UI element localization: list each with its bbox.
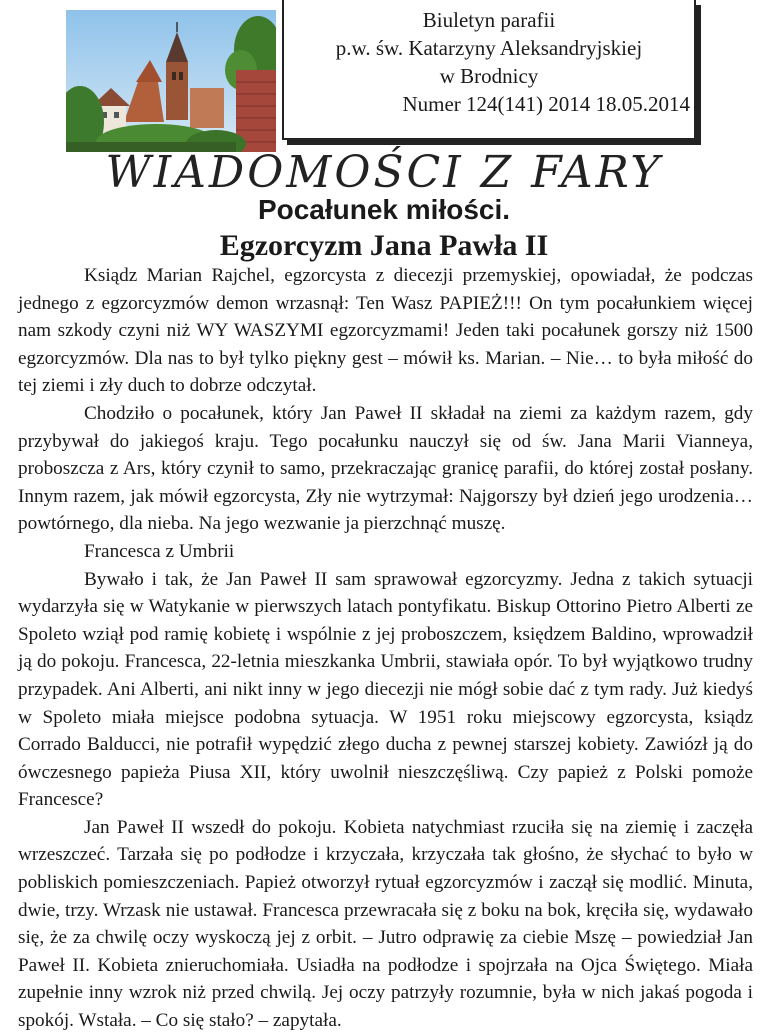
masthead-title: WIADOMOŚCI Z FARY (105, 147, 663, 198)
article-paragraph: Jan Paweł II wszedł do pokoju. Kobieta natychmiast rzuciła się na ziemię i zaczęła wrzeszczeć. Tarzała się po podłodze i krzyczała, krzyczała tak głośno, że słychać to było w pobliskich pomieszczeniach. Papież otworzył rytuał egzorcyzmów i zaczął się modlić. Minuta, dwie, trzy. Wrzask nie ustawał. Francesca przewracała się z boku na bok, kręciła się, wydawało się, że za chwilę oczy wyskoczą jej z orbit. – Jutro odprawię za ciebie Mszę – powiedział Jan Paweł II. Kobieta znieruchomiała. Usiadła na podłodze i spojrzała na Ojca Świętego. Miała zupełnie inny wzrok niż przed chwilą. Jej oczy patrzyły rozumnie, była w nich jakaś pogoda i spokój. Wstała. – Co się stało? – zapytała. (18, 816, 753, 1032)
article-body (18, 262, 753, 1035)
article-subheading: Francesca z Umbrii (84, 540, 235, 562)
article-paragraph: Bywało i tak, że Jan Paweł II sam sprawował egzorcyzmy. Jedna z takich sytuacji wydarzyła się w Watykanie w pierwszych latach pontyfikatu. Biskup Ottorino Pietro Alberti ze Spoleto wziął pod ramię kobietę i wspólnie z jej proboszczem, księdzem Baldino, wprowadził ją do pokoju. Francesca, 22-letnia mieszkanka Umbrii, stawiała opór. To był wyjątkowo trudny przypadek. Ani Alberti, ani nikt inny w jego diecezji nie mógł sobie dać z tym rady. Już kiedyś w Spoleto miała miejsce podobna sytuacja. W 1951 roku miejscowy egzorcysta, ksiądz Corrado Balducci, nie potrafił wypędzić złego ducha z pewnej starszej kobiety. Zawiózł ją do ówczesnego papieża Piusa XII, który uwolnił nieszczęśliwą. Czy papież z Polski pomoże Francesce? (18, 568, 753, 811)
article-title-line1: Pocałunek miłości. (257, 194, 511, 225)
church-tower-photo (66, 10, 276, 152)
bulletin-line-parish: Biuletyn parafii (422, 8, 556, 32)
article-title-line2: Egzorcyzm Jana Pawła II (219, 229, 549, 262)
bulletin-line-issue: Numer 124(141) 2014 18.05.2014 (402, 92, 690, 116)
article-paragraph: Chodziło o pocałunek, który Jan Paweł II składał na ziemi za każdym razem, gdy przybywał do jakiegoś kraju. Tego pocałunku nauczył się od św. Jana Marii Vianneya, proboszcza z Ars, który czynił to samo, przekraczając granicę parafii, do której został posłany. Innym razem, jak mówił egzorcysta, Zły nie wytrzymał: Najgorszy był dzień jego urodzenia… powtórnego, dla nieba. Na jego wezwanie ja pierzchnąć muszę. (18, 402, 753, 535)
bulletin-info-box (282, 0, 696, 140)
article-paragraph: Ksiądz Marian Rajchel, egzorcysta z diecezji przemyskiej, opowiadał, że podczas jednego z egzorcyzmów demon wrzasnął: Ten Wasz PAPIEŻ!!! On tym pocałunkiem więcej nam szkody czyni niż WY WASZYMI egzorcyzmami! Jeden taki pocałunek gorszy niż 1500 egzorcyzmów. Dla nas to był tylko piękny gest – mówił ks. Marian. – Nie… to była miłość do tej ziemi i zły duch to dobrze odczytał. (18, 265, 753, 397)
bulletin-line-patron: p.w. św. Katarzyny Aleksandryjskiej (335, 36, 643, 60)
bulletin-line-town: w Brodnicy (439, 64, 539, 88)
